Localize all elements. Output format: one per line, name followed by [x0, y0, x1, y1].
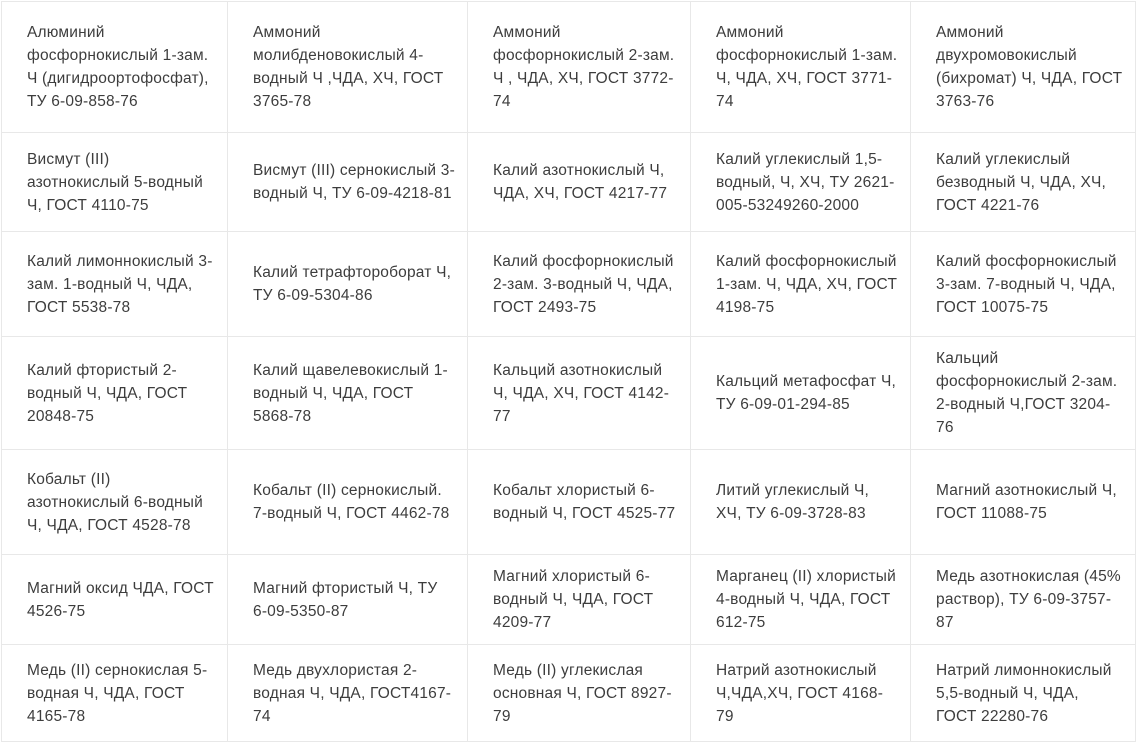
table-cell: Медь (II) сернокислая 5-водная Ч, ЧДА, ГОСТ 4165-78 — [2, 645, 228, 742]
table-cell: Калий фосфорнокислый 1-зам. Ч, ЧДА, ХЧ, ГОСТ 4198-75 — [691, 232, 911, 337]
table-cell: Кобальт (II) азотнокислый 6-водный Ч, ЧДА, ГОСТ 4528-78 — [2, 450, 228, 555]
table-row — [2, 133, 1136, 232]
table-cell: Кобальт хлористый 6-водный Ч, ГОСТ 4525-77 — [468, 450, 691, 555]
table-cell: Натрий азотнокислый Ч,ЧДА,ХЧ, ГОСТ 4168-79 — [691, 645, 911, 742]
table-row — [2, 555, 1136, 645]
table-row — [2, 2, 1136, 133]
table-cell: Висмут (III) сернокислый 3-водный Ч, ТУ 6-09-4218-81 — [228, 133, 468, 232]
table-cell: Калий углекислый безводный Ч, ЧДА, ХЧ, ГОСТ 4221-76 — [911, 133, 1136, 232]
table-cell: Алюминий фосфорнокислый 1-зам. Ч (дигидроортофосфат), ТУ 6-09-858-76 — [2, 2, 228, 133]
table-cell: Кальций фосфорнокислый 2-зам. 2-водный Ч,ГОСТ 3204-76 — [911, 337, 1136, 450]
table-cell: Калий щавелевокислый 1-водный Ч, ЧДА, ГОСТ 5868-78 — [228, 337, 468, 450]
table-cell: Марганец (II) хлористый 4-водный Ч, ЧДА, ГОСТ 612-75 — [691, 555, 911, 645]
table-cell: Калий тетрафтороборат Ч, ТУ 6-09-5304-86 — [228, 232, 468, 337]
table-cell: Магний азотнокислый Ч, ГОСТ 11088-75 — [911, 450, 1136, 555]
table-cell: Аммоний двухромовокислый (бихромат) Ч, ЧДА, ГОСТ 3763-76 — [911, 2, 1136, 133]
table-cell: Калий углекислый 1,5-водный, Ч, ХЧ, ТУ 2621-005-53249260-2000 — [691, 133, 911, 232]
table-cell: Аммоний молибденовокислый 4-водный Ч ,ЧДА, ХЧ, ГОСТ 3765-78 — [228, 2, 468, 133]
reagents-table — [1, 1, 1136, 742]
table-cell: Калий фтористый 2-водный Ч, ЧДА, ГОСТ 20848-75 — [2, 337, 228, 450]
table-cell: Магний оксид ЧДА, ГОСТ 4526-75 — [2, 555, 228, 645]
table-cell: Литий углекислый Ч, ХЧ, ТУ 6-09-3728-83 — [691, 450, 911, 555]
table-cell: Медь двухлористая 2-водная Ч, ЧДА, ГОСТ4167-74 — [228, 645, 468, 742]
table-cell: Медь (II) углекислая основная Ч, ГОСТ 8927-79 — [468, 645, 691, 742]
table-cell: Кальций азотнокислый Ч, ЧДА, ХЧ, ГОСТ 4142-77 — [468, 337, 691, 450]
table-cell: Магний фтористый Ч, ТУ 6-09-5350-87 — [228, 555, 468, 645]
table-row — [2, 337, 1136, 450]
table-row — [2, 450, 1136, 555]
table-cell: Калий фосфорнокислый 2-зам. 3-водный Ч, ЧДА, ГОСТ 2493-75 — [468, 232, 691, 337]
table-cell: Натрий лимоннокислый 5,5-водный Ч, ЧДА, ГОСТ 22280-76 — [911, 645, 1136, 742]
table-cell: Калий азотнокислый Ч, ЧДА, ХЧ, ГОСТ 4217-77 — [468, 133, 691, 232]
table-cell: Кальций метафосфат Ч, ТУ 6-09-01-294-85 — [691, 337, 911, 450]
table-row — [2, 232, 1136, 337]
table-cell: Калий лимоннокислый 3-зам. 1-водный Ч, ЧДА, ГОСТ 5538-78 — [2, 232, 228, 337]
table-cell: Висмут (III) азотнокислый 5-водный Ч, ГОСТ 4110-75 — [2, 133, 228, 232]
table-cell: Калий фосфорнокислый 3-зам. 7-водный Ч, ЧДА, ГОСТ 10075-75 — [911, 232, 1136, 337]
table-cell: Аммоний фосфорнокислый 1-зам. Ч, ЧДА, ХЧ, ГОСТ 3771-74 — [691, 2, 911, 133]
table-cell: Аммоний фосфорнокислый 2-зам. Ч , ЧДА, ХЧ, ГОСТ 3772-74 — [468, 2, 691, 133]
table-cell: Магний хлористый 6-водный Ч, ЧДА, ГОСТ 4209-77 — [468, 555, 691, 645]
table-cell: Медь азотнокислая (45% раствор), ТУ 6-09-3757-87 — [911, 555, 1136, 645]
table-cell: Кобальт (II) сернокислый. 7-водный Ч, ГОСТ 4462-78 — [228, 450, 468, 555]
